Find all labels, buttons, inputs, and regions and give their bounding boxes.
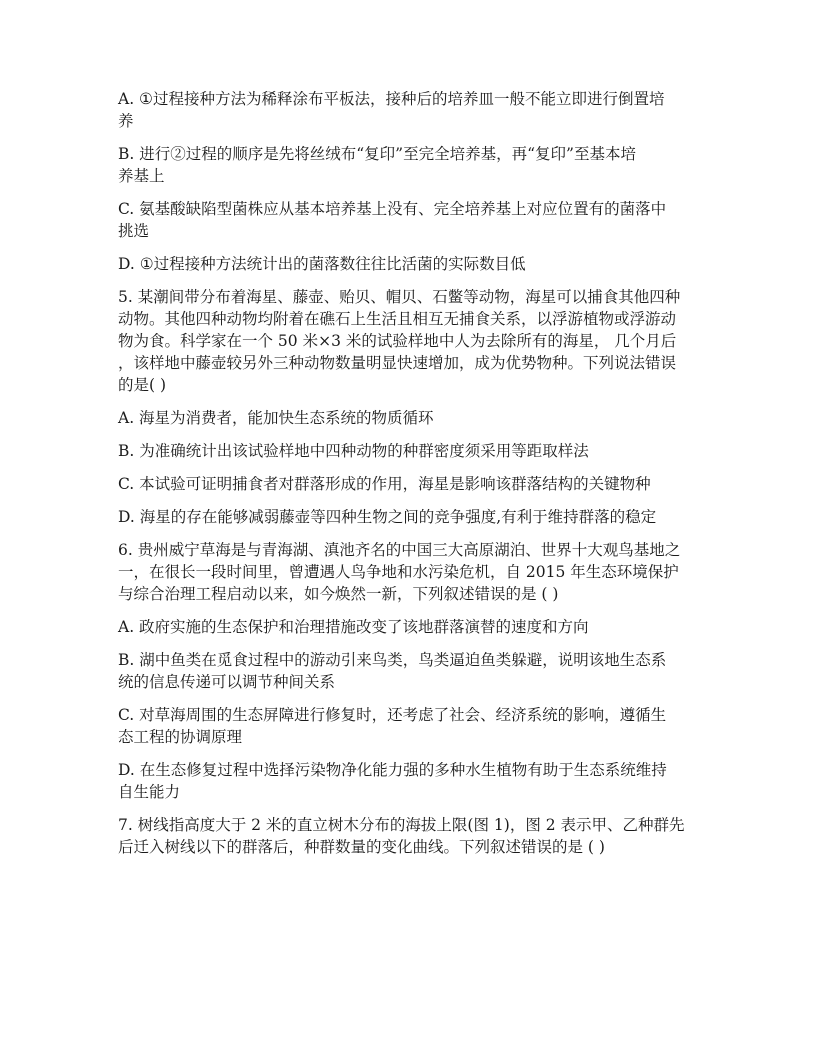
option-c-q4: C. 氨基酸缺陷型菌株应从基本培养基上没有、完全培养基上对应位置有的菌落中 挑选 <box>118 200 667 240</box>
option-a-q6: A. 政府实施的生态保护和治理措施改变了该地群落演替的速度和方向 <box>118 618 589 636</box>
option-d-q6: D. 在生态修复过程中选择污染物净化能力强的多种水生植物有助于生态系统维持 自生能力 <box>118 761 667 801</box>
option-b-q5: B. 为准确统计出该试验样地中四种动物的种群密度须采用等距取样法 <box>118 442 589 460</box>
option-d-q5: D. 海星的存在能够减弱藤壶等四种生物之间的竞争强度,有利于维持群落的稳定 <box>118 508 657 526</box>
question-6: 6. 贵州威宁草海是与青海湖、滇池齐名的中国三大高原湖泊、世界十大观鸟基地之 一，在很长一段时间里，曾遭遇人鸟争地和水污染危机，自 2015 年生态环境保护 与综合治理工程启动以来，如今焕然一新，下列叙述错误的是 ( ) <box>118 541 681 603</box>
option-a-q5: A. 海星为消费者，能加快生态系统的物质循环 <box>118 409 434 427</box>
option-c-q6: C. 对草海周围的生态屏障进行修复时，还考虑了社会、经济系统的影响，遵循生 态工程的协调原理 <box>118 706 667 746</box>
option-c-q5: C. 本试验可证明捕食者对群落形成的作用，海星是影响该群落结构的关键物种 <box>118 475 651 493</box>
option-b-q6: B. 湖中鱼类在觅食过程中的游动引来鸟类，鸟类逼迫鱼类躲避，说明该地生态系 统的信息传递可以调节种间关系 <box>118 651 667 691</box>
option-a-q4: A. ①过程接种方法为稀释涂布平板法，接种后的培养皿一般不能立即进行倒置培 养 <box>118 90 665 130</box>
option-d-q4: D. ①过程接种方法统计出的菌落数往往比活菌的实际数目低 <box>118 255 526 273</box>
document-page <box>118 88 700 869</box>
question-7: 7. 树线指高度大于 2 米的直立树木分布的海拔上限(图 1)，图 2 表示甲、乙种群先 后迁入树线以下的群落后，种群数量的变化曲线。下列叙述错误的是 ( ) <box>118 816 685 856</box>
option-b-q4: B. 进行②过程的顺序是先将丝绒布“复印”至完全培养基，再“复印”至基本培 养基上 <box>118 145 636 185</box>
question-5: 5. 某潮间带分布着海星、藤壶、贻贝、帽贝、石鳖等动物，海星可以捕食其他四种 动物。其他四种动物均附着在礁石上生活且相互无捕食关系，以浮游植物或浮游动 物为食。科学家在一个 50 米×3 米的试验样地中人为去除所有的海星， 几个月后 ，该样地中藤壶较另外三种动物数量明显快速增加，成为优势物种。下列说法错误 的是( ) <box>118 288 681 394</box>
